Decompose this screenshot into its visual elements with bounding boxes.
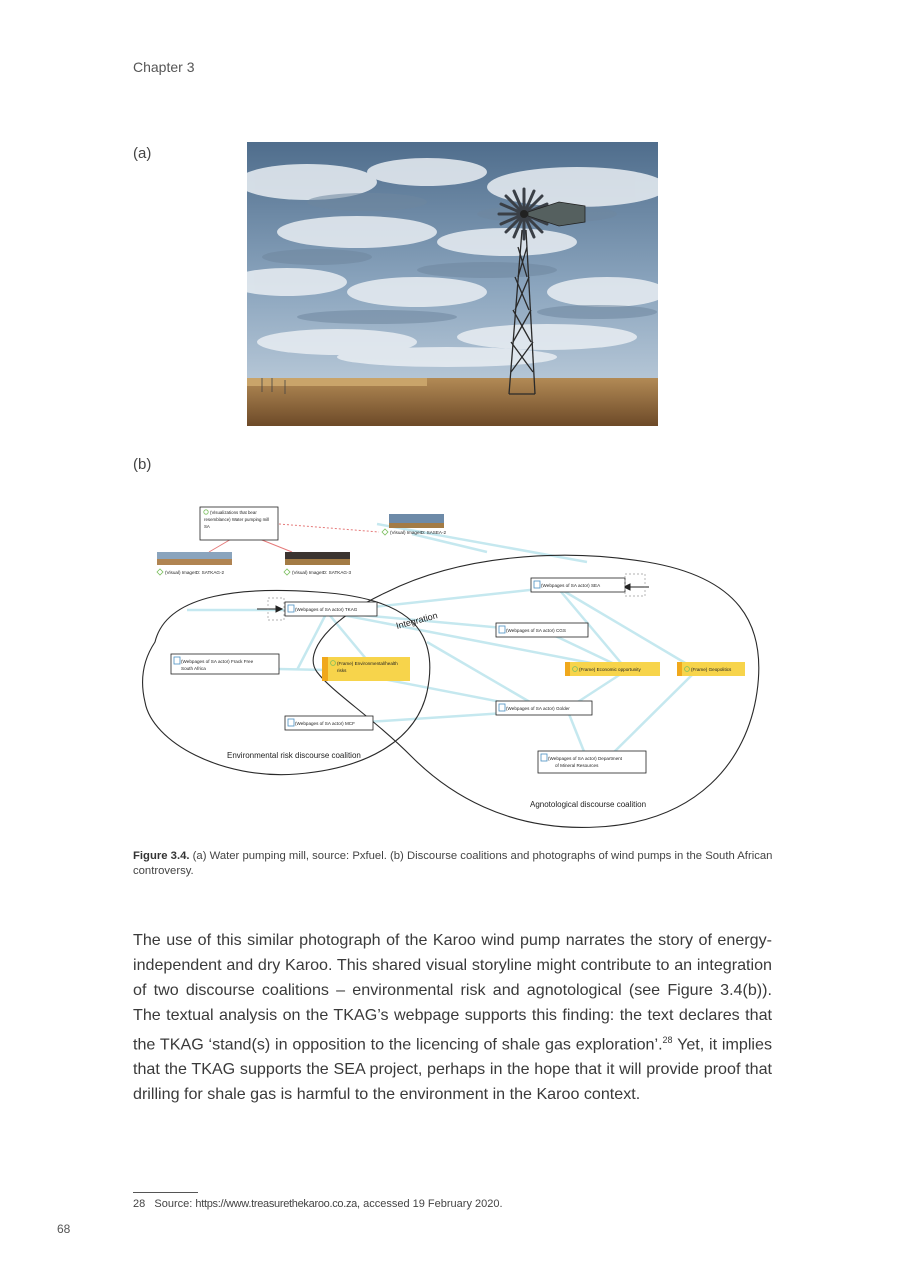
network-links — [187, 524, 697, 759]
panel-label-b: (b) — [133, 456, 152, 473]
footnote-link[interactable]: https://www.treasurethekaroo.co.za — [195, 1198, 357, 1210]
body-text-part1: The use of this similar photograph of the Karoo wind pump narrates the story of energy-independent and dry Karoo. This shared visual storyline might contribute to an integration of two discourse coalitions – environmental risk and agnotological (see Figure 3.4(b)). The textual analysis on the TKAG’s webpage supports this finding: the text declares that the TKAG ‘stand(s) in opposition to the licencing of shale gas exploration’. — [133, 931, 772, 1054]
visual-icon — [157, 569, 163, 575]
node-econ-label: (Frame) Economic opportunity — [579, 667, 641, 672]
node-cgs-label: (Webpages of SA actor) CGS — [506, 628, 566, 633]
node-geo-label: (Frame) Geopolitics — [691, 667, 732, 672]
agno-coalition-label: Agnotological discourse coalition — [530, 800, 647, 809]
node-tkag-label: (Webpages of SA actor) TKAG — [295, 607, 358, 612]
footnote-ref[interactable]: 28 — [662, 1035, 673, 1045]
footnote-divider — [133, 1192, 198, 1193]
node-visualizations-label: (Visualizations that bear resemblance) Water pumping mill SA — [204, 510, 270, 529]
caption-label: Figure 3.4. — [133, 850, 190, 862]
agnotological-coalition-boundary — [313, 555, 759, 827]
node-frackfree — [171, 654, 279, 674]
node-golder-label: (Webpages of SA actor) Golder — [506, 706, 570, 711]
page-number: 68 — [57, 1222, 71, 1236]
footnote-suffix: , accessed 19 February 2020. — [357, 1198, 503, 1210]
node-mcf-label: (Webpages of SA actor) MCF — [295, 721, 355, 726]
node-satkag2-label: (Visual) ImageID: SATKAG-2 — [165, 570, 225, 575]
visual-icon — [382, 529, 388, 535]
windmill-photo — [247, 142, 658, 426]
panel-label-a: (a) — [133, 145, 152, 162]
integration-label: Integration — [394, 610, 439, 631]
chapter-header: Chapter 3 — [133, 59, 195, 75]
discourse-network-diagram — [127, 492, 777, 837]
node-sasea2-label: (Visual) ImageID: SASEA-2 — [390, 530, 447, 535]
node-satkag3-label: (Visual) ImageID: SATKAG-3 — [292, 570, 352, 575]
visual-icon — [284, 569, 290, 575]
body-text-part2: Yet, it implies that the TKAG supports the SEA project, perhaps in the hope that it will provide proof that drilling for shale gas is harmful to the environment in the Karoo context. — [133, 1035, 773, 1104]
node-envhealth-label: (Frame) Environmental/health risks — [337, 661, 398, 673]
body-paragraph — [133, 928, 772, 1107]
footnote — [133, 1198, 503, 1210]
figure-caption — [133, 849, 778, 879]
node-dmr — [538, 751, 646, 773]
caption-text: (a) Water pumping mill, source: Pxfuel. (b) Discourse coalitions and photographs of wind pumps in the South African controversy. — [133, 850, 773, 877]
footnote-prefix: Source: — [154, 1198, 196, 1210]
node-sea-label: (Webpages of SA actor) SEA — [541, 583, 601, 588]
node-frackfree-label: (Webpages of SA actor) Frack Free South Africa — [181, 659, 254, 671]
env-coalition-label: Environmental risk discourse coalition — [227, 751, 361, 760]
footnote-number: 28 — [133, 1198, 146, 1210]
node-dmr-label: (Webpages of SA actor) Department of Mineral Resources — [548, 756, 622, 768]
